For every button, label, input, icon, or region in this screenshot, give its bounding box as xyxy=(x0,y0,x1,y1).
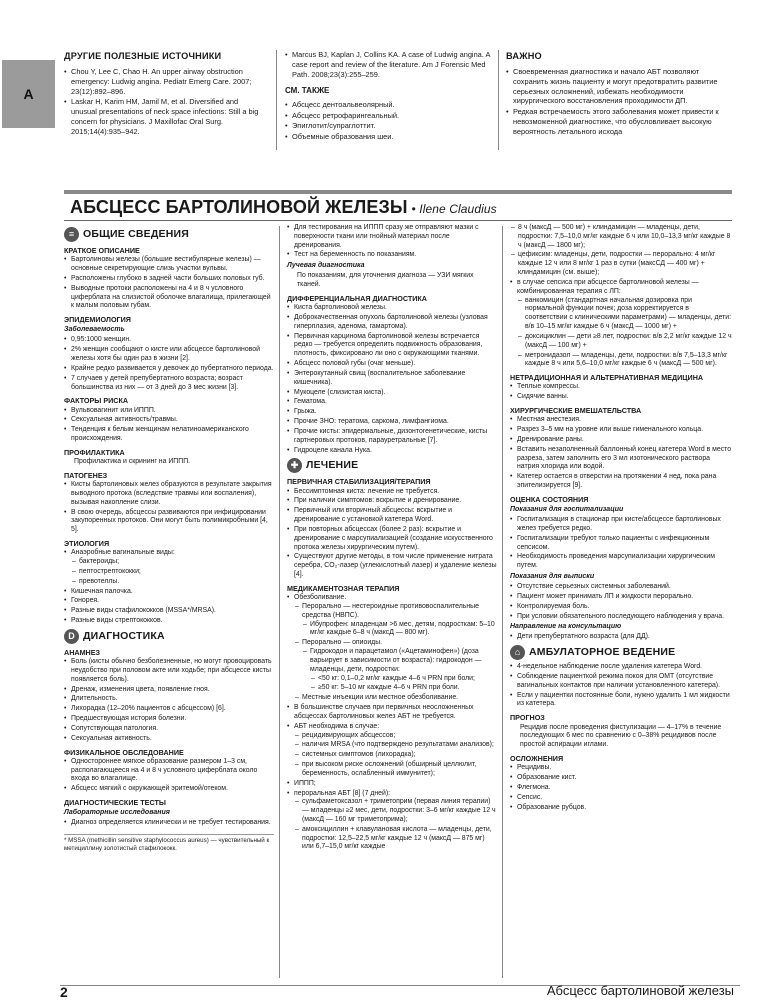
subheading: ФИЗИКАЛЬНОЕ ОБСЛЕДОВАНИЕ xyxy=(64,747,184,757)
list-item: • Предшествующая история болезни. xyxy=(71,715,274,724)
list-item: – Местные инъекции или местное обезболивание. xyxy=(302,694,497,703)
subheading: ОЦЕНКА СОСТОЯНИЯ xyxy=(510,494,589,504)
list-item: • Расположены глубоко в задней части больших половых губ. xyxy=(71,275,274,284)
diagnostics-icon: D xyxy=(64,629,79,644)
list-item: • Абсцесс дентоальвеолярный. xyxy=(292,100,490,110)
list-item: • Лихорадка (12–20% пациентов с абсцессом) [6]. xyxy=(71,705,274,714)
subheading: ПРОФИЛАКТИКА xyxy=(64,447,125,457)
physical-exam-list xyxy=(64,758,274,794)
consultation-list xyxy=(510,633,732,642)
complications-list xyxy=(510,764,732,812)
list-item: • Дренирование раны. xyxy=(517,436,732,445)
list-item: • Гидроцеле канала Нука. xyxy=(294,447,497,456)
dosage-list xyxy=(310,675,497,694)
list-item: • Дренаж, изменения цвета, появление гноя. xyxy=(71,686,274,695)
list-item: • Объемные образования шеи. xyxy=(292,132,490,142)
outpatient-icon: ⌂ xyxy=(510,645,525,660)
list-item: • Вульвовагинит или ИППП. xyxy=(71,407,274,416)
hospitalization-list xyxy=(510,516,732,571)
subheading: ОСЛОЖНЕНИЯ xyxy=(510,754,564,763)
list-item: – метронидазол — младенцы, дети, подростки: в/в 7,5–13,3 мг/кг каждые 8 ч или 5,6–10,0 мг/кг каждые 6 ч (максД — 500 мг). xyxy=(525,352,732,370)
subheading: ЭПИДЕМИОЛОГИЯ xyxy=(64,315,131,325)
section-title: ДИАГНОСТИКА xyxy=(83,629,165,642)
subheading-italic: Показания для госпитализации xyxy=(510,506,624,514)
list-item: • В большинстве случаев при первичных неосложненных абсцессах бартолиновых желез АБТ не требуется. xyxy=(294,704,497,722)
sources-heading: ДРУГИЕ ПОЛЕЗНЫЕ ИСТОЧНИКИ xyxy=(64,51,222,61)
epidemiology-list xyxy=(64,336,274,392)
subheading: ХИРУРГИЧЕСКИЕ ВМЕШАТЕЛЬСТВА xyxy=(510,406,642,416)
subheading: ПАТОГЕНЕЗ xyxy=(64,470,108,480)
section-header-general xyxy=(64,227,274,242)
list-item: • Соблюдение пациенткой режима покоя для ОМТ (отсутствие вагинальных контактов при наличии установленного катетера). xyxy=(517,673,732,691)
list-item: • Отсутствие серьезных системных заболеваний. xyxy=(517,583,732,592)
list-item: – превотеллы. xyxy=(79,578,274,587)
see-also-list xyxy=(285,100,490,142)
section-header-diagnostics xyxy=(64,629,274,644)
list-item: • Выводные протоки расположены на 4 и 8 ч условного циферблата на слизистой оболочке влагалища, прилегающей к малым половым губам. xyxy=(71,285,274,311)
sepsis-drugs xyxy=(517,297,732,370)
sources-list xyxy=(64,67,266,136)
list-item: • АБТ необходима в случае: – рецидивирующих абсцессов; – наличия MRSA (что подтверждено результатами анализов); – системных симптомов (лихорадка); – при высоком риске осложнений (обширный целлюлит, беременность, ослабленный иммунитет); xyxy=(294,723,497,779)
subheading: ДИАГНОСТИЧЕСКИЕ ТЕСТЫ xyxy=(64,798,166,808)
list-item: • Грыжа. xyxy=(294,408,497,417)
list-item: • При условии обязательного последующего наблюдения у врача. xyxy=(517,613,732,622)
list-item: – ванкомицин (стандартная начальная дозировка при нормальной функции почек; доза корректируется в соответствии с клиническими параметрами) — младенцы, дети: в/в 10–15 мг/кг каждые 6 ч (максД — 1000 мг) + xyxy=(525,297,732,332)
alternative-list xyxy=(510,383,732,402)
list-item: • Первичный или вторичный абсцессы: вскрытие и дренирование с установкой катетера Word. xyxy=(294,507,497,525)
list-item: • Прочие кисты: эпидермальные, дизонтогенетические, кисты гартнеровых протоков, парауретральные [7]. xyxy=(294,428,497,446)
list-item: • в случае сепсиса при абсцессе бартолиновой железы — комбинированная терапия с ЛП: – ванкомицин (стандартная начальная дозировка при нормальной функции почек; доза корректируется в соответствии с клиническими параметрами) — младенцы, дети: в/в 10–15 мг/кг каждые 6 ч (максД — 1000 мг) + – доксициклин — дети ≥8 лет, подростки: в/в 2,2 мг/кг каждые 12 ч (максД — 100 мг) + – метронидазол — младенцы, дети, подростки: в/в 7,5–13,3 мг/кг каждые 8 ч или 5,6–10,0 мг/кг каждые 6 ч (максД — 500 мг). xyxy=(517,279,732,369)
list-item: • Образование кист. xyxy=(517,774,732,783)
list-item: • Кисты бартолиновых желез образуются в результате закрытия выводного протока (вследствие травмы или воспаления), вызывая накопление слизи. xyxy=(71,481,274,507)
footnote: * MSSA (methicillin sensitive staphylococcus aureus) — чувствительный к метициллину золотистый стафилококк. xyxy=(64,834,274,853)
list-item: • Абсцесс мягкий с окружающей эритемой/отеком. xyxy=(71,785,274,794)
list-item: • Длительность. xyxy=(71,695,274,704)
list-item: – пептострептококки; xyxy=(79,568,274,577)
list-item: • Контролируемая боль. xyxy=(517,603,732,612)
list-item: • Существуют другие методы, в том числе применение нитрата серебра, CO₂-лазер (углекислотный лазер) и удаление железы [4]. xyxy=(294,553,497,579)
list-item: • В свою очередь, абсцессы развиваются при инфицировании закупоренных протоков. Они могут быть полимикробными [4, 5]. xyxy=(71,509,274,535)
list-item: • Теплые компрессы. xyxy=(517,383,732,392)
list-item: • Гематома. xyxy=(294,398,497,407)
subheading: ФАКТОРЫ РИСКА xyxy=(64,396,129,406)
column-divider xyxy=(498,50,499,150)
list-item: • Анаэробные вагинальные виды: – бактероиды; – пептострептококки; – превотеллы. xyxy=(71,549,274,586)
list-item: • Редкая встречаемость этого заболевания может привести к невозможенной диагностике, что обусловливает высокую вероятность летального исхода xyxy=(513,107,732,136)
list-item: • Для тестирования на ИППП сразу же отправляют мазки с поверхности ткани или гнойный материал после дренирования. xyxy=(294,224,497,250)
list-item: • Пациент может принимать ЛП и жидкости перорально. xyxy=(517,593,732,602)
list-item: • 4-недельное наблюдение после удаления катетера Word. xyxy=(517,663,732,672)
list-item: • Своевременная диагностика и начало АБТ позволяют сохранить жизнь пациенту и могут предотвратить развитие серьезных осложнений, избежать необходимости хирургического восстановления проходимости ДП. xyxy=(513,67,732,106)
outpatient-list xyxy=(510,663,732,709)
differential-list xyxy=(287,304,497,455)
list-item: • 0,95:1000 женщин. xyxy=(71,336,274,345)
medication-sublist xyxy=(294,603,497,703)
subheading-italic: Заболеваемость xyxy=(64,326,125,334)
list-item: • Сексуальная активность. xyxy=(71,735,274,744)
subheading-italic: Показания для выписки xyxy=(510,573,595,581)
list-item: • Гонорея. xyxy=(71,597,274,606)
subheading: МЕДИКАМЕНТОЗНАЯ ТЕРАПИЯ xyxy=(287,583,400,593)
list-item: – цефиксим: младенцы, дети, подростки — перорально: 4 мг/кг каждые 12 ч или 8 мг/кг 1 раз в сутки (максСД — 400 мг) + клиндамицин (см. выше); xyxy=(518,251,732,277)
etiology-list xyxy=(64,549,274,626)
subheading: ПЕРВИЧНАЯ СТАБИЛИЗАЦИЯ/ТЕРАПИЯ xyxy=(287,477,431,487)
list-item: – Ибупрофен: младенцам >6 мес, детям, подросткам: 5–10 мг/кг каждые 6–8 ч (максД — 800 мг). xyxy=(310,621,497,639)
list-item: • Тенденция к белым женщинам нелатиноамериканского происхождения. xyxy=(71,426,274,444)
brief-list xyxy=(64,256,274,311)
list-item: • пероральная АБТ [8] (7 дней): – сульфаметоксазол + триметоприм (первая линия терапии) — младенцы ≥2 мес, дети, подростки: 3–6 мг/кг каждые 12 ч (максД — 160 мг триметоприма); – амоксициллин + клавулановая кислота — младенцы, дети, подростки: 12,5–22,5 мг/кг каждые 12 ч (максД — 875 мг) или 6,7–15,0 мг/кг каждые xyxy=(294,790,497,853)
subheading-italic: Лучевая диагностика xyxy=(287,262,365,270)
title-underline xyxy=(64,220,732,221)
stabilization-list xyxy=(287,488,497,580)
pathogenesis-list xyxy=(64,481,274,535)
list-item: • Катетер остается в отверстии на протяжении 4 нед, пока рана эпителизируется [9]. xyxy=(517,473,732,491)
section-title: АМБУЛАТОРНОЕ ВЕДЕНИЕ xyxy=(529,645,676,658)
list-item: • 7 случаев у детей препубертатного возраста; возраст большинства из них — от 3 дней до 3 мес жизни [3]. xyxy=(71,375,274,393)
list-item: • Chou Y, Lee C, Chao H. An upper airway obstruction emergency: Ludwig angina. Pediatr Emerg Care. 2007; 23(12):892–896. xyxy=(71,67,266,96)
list-item: • Необходимость проведения марсупиализации хирургическим путем. xyxy=(517,553,732,571)
list-item: • Разные виды стрептококков. xyxy=(71,617,274,626)
list-item: • Мукоцеле (слизистая киста). xyxy=(294,389,497,398)
list-item: • Первичная карцинома бартолиновой железы встречается редко — требуется определить подвижность образования, плотность, фиксировано ли оно с окружающими тканями. xyxy=(294,333,497,359)
list-item: • Бессимптомная киста: лечение не требуется. xyxy=(294,488,497,497)
list-item: • Киста бартолиновой железы. xyxy=(294,304,497,313)
list-item: – Перорально — опиоиды. – Гидрокодон и парацетамол («Ацетаминофен») (доза варьирует в зависимости от возраста): гидрокодон — младенцы, дети, подростки: – <50 кг: 0,1–0,2 мг/кг каждые 4–6 ч PRN при боли; – ≥50 кг: 5–10 мг каждые 4–6 ч PRN при боли. xyxy=(302,639,497,693)
list-item: • Боль (кисты обычно безболезненные, но могут провоцировать неудобство при половом акте или ходьбе; при абсцессе кисты появляется боль). xyxy=(71,658,274,684)
list-item: – доксициклин — дети ≥8 лет, подростки: в/в 2,2 мг/кг каждые 12 ч (максД — 100 мг) + xyxy=(525,333,732,351)
sepsis-list xyxy=(510,279,732,369)
list-item: • Одностороннее мягкое образование размером 1–3 см, располагающееся на 4 и 8 ч условного циферблата около входа во влагалище. xyxy=(71,758,274,784)
top-column-sources xyxy=(64,50,266,138)
list-item: • Обезболивание. – Перорально — нестероидные противовоспалительные средства (НВПС). – Ибупрофен: младенцам >6 мес, детям, подросткам: 5–10 мг/кг каждые 6–8 ч (максД — 800 мг). – Перорально — опиоиды. – Гидрокодон и парацетамол («Ацетаминофен») (доза варьирует в зависимости от возраста): гидрокодон — младенцы, дети, подростки: – <50 кг: 0,1–0,2 мг/кг каждые 4–6 ч PRN при боли; – ≥50 кг: 5–10 мг каждые 4–6 ч PRN при боли. – Местные инъекции или местное обезболивание. xyxy=(294,594,497,703)
subheading-italic: Направление на консультацию xyxy=(510,623,622,631)
list-item: • Laskar H, Karim HM, Jamil M, et al. Diversified and unusual presentations of neck space infections: Still a big concern for physicians. J Maxillofac Oral Surg. 2015;14(4):935–942. xyxy=(71,97,266,136)
medication-list xyxy=(287,594,497,852)
paragraph: Рецидив после проведения фистулизации — 4–17% в течение последующих 6 мес по сравнению с 0–38% рецидивов после простой аспирации иглами. xyxy=(520,723,722,749)
subheading: ПРОГНОЗ xyxy=(510,713,545,723)
list-item: • 2% женщин сообщают о кисте или абсцессе бартолиновой железы хотя бы один раз в жизни [2]. xyxy=(71,346,274,364)
list-item: • Дети препубертатного возраста (для ДД). xyxy=(517,633,732,642)
list-item: • Marcus BJ, Kaplan J, Collins KA. A case of Ludwig angina. A case report and review of the literature. Am J Forensic Med Path. 2008;23(3):255–259. xyxy=(292,50,490,79)
article-title-text: АБСЦЕСС БАРТОЛИНОВОЙ ЖЕЛЕЗЫ xyxy=(70,197,408,217)
subheading: ДИФФЕРЕНЦИАЛЬНАЯ ДИАГНОСТИКА xyxy=(287,293,427,303)
medication-subsublist xyxy=(302,621,497,639)
article-title xyxy=(70,197,497,218)
alphabet-tab: A xyxy=(2,60,55,128)
column-divider xyxy=(502,226,503,978)
list-item: • Госпитализация в стационар при кисте/абсцессе бартолиновых желез требуется редко. xyxy=(517,516,732,534)
anamnesis-list xyxy=(64,658,274,743)
list-item: • Сопутствующая патология. xyxy=(71,725,274,734)
list-item: • При наличии симптомов: вскрытие и дренирование. xyxy=(294,497,497,506)
list-item: • Разрез 3–5 мм на уровне или выше гименального кольца. xyxy=(517,426,732,435)
risk-list xyxy=(64,407,274,444)
list-item: – системных симптомов (лихорадка); xyxy=(302,751,497,760)
sources-list-cont xyxy=(285,50,490,79)
column-divider xyxy=(276,50,277,150)
list-item: • Образование рубцов. xyxy=(517,804,732,813)
subheading: АНАМНЕЗ xyxy=(64,647,101,657)
list-item: • Сепсис. xyxy=(517,794,732,803)
section-title: ЛЕЧЕНИЕ xyxy=(306,459,359,472)
list-item: • Разные виды стафилококков (MSSA*/MRSA). xyxy=(71,607,274,616)
list-item: • Диагноз определяется клинически и не требует тестирования. xyxy=(71,819,274,828)
section-header-treatment xyxy=(287,458,497,473)
important-heading: ВАЖНО xyxy=(506,51,542,61)
subheading: ЭТИОЛОГИЯ xyxy=(64,539,110,549)
list-item: – ≥50 кг: 5–10 мг каждые 4–6 ч PRN при боли. xyxy=(318,684,497,693)
list-item: • Крайне редко развивается у девочек до пубертатного периода. xyxy=(71,365,274,374)
list-item: • Доброкачественная опухоль бартолиновой железы (узловая гиперплазия, аденома, гамартома). xyxy=(294,314,497,332)
section-header-outpatient xyxy=(510,645,732,660)
discharge-list xyxy=(510,583,732,621)
list-item: • Прочие ЗНО: тератома, саркома, лимфангиома. xyxy=(294,418,497,427)
list-item: • Если у пациентки постоянные боли, нужно удалить 1 мл жидкости из катетера. xyxy=(517,692,732,710)
list-item: • Вставить незаполненный баллонный конец катетера Word в место разреза, затем заполнить его 3 мл изотонического раствора натрия хлорида или водой. xyxy=(517,446,732,472)
surgery-list xyxy=(510,416,732,491)
list-item: • Кишечная палочка. xyxy=(71,588,274,597)
list-item: – <50 кг: 0,1–0,2 мг/кг каждые 4–6 ч PRN при боли; xyxy=(318,675,497,684)
tests-list xyxy=(64,819,274,828)
list-item: • Флегмона. xyxy=(517,784,732,793)
column-1 xyxy=(64,224,274,853)
list-item: – Гидрокодон и парацетамол («Ацетаминофен») (доза варьирует в зависимости от возраста): гидрокодон — младенцы, дети, подростки: – <50 кг: 0,1–0,2 мг/кг каждые 4–6 ч PRN при боли; – ≥50 кг: 5–10 мг каждые 4–6 ч PRN при боли. xyxy=(310,648,497,693)
column-2 xyxy=(287,224,497,853)
list-item: • Сексуальная активность/травмы. xyxy=(71,416,274,425)
list-item: – амоксициллин + клавулановая кислота — младенцы, дети, подростки: 12,5–22,5 мг/кг каждые 12 ч (максД — 875 мг) или 6,7–15,0 мг/кг каждые xyxy=(302,826,497,852)
list-item: • Абсцесс ретрофарингеальный. xyxy=(292,111,490,121)
title-rule xyxy=(64,190,732,194)
see-also-heading: СМ. ТАКЖЕ xyxy=(285,86,330,96)
treatment-icon: ✚ xyxy=(287,458,302,473)
list-item: – бактероиды; xyxy=(79,558,274,567)
list-item: – 8 ч (максД — 500 мг) + клиндамицин — младенцы, дети, подростки: 7,5–10,0 мг/кг каждые 6 ч или 10,0–13,3 мг/кг каждые 8 ч (максД — 1800 мг); xyxy=(518,224,732,250)
tests-list-cont xyxy=(287,224,497,260)
running-title: Абсцесс бартолиновой железы xyxy=(546,983,734,998)
list-item: – рецидивирующих абсцессов; xyxy=(302,732,497,741)
important-list xyxy=(506,67,732,136)
etiology-sublist xyxy=(71,558,274,586)
list-item: • ИППП; xyxy=(294,780,497,789)
list-item: • Сидячие ванны. xyxy=(517,393,732,402)
subheading: КРАТКОЕ ОПИСАНИЕ xyxy=(64,246,140,255)
list-item: • Госпитализации требуют только пациенты с инфекционным сепсисом. xyxy=(517,535,732,553)
article-author: • Ilene Claudius xyxy=(411,202,497,216)
list-item: – наличия MRSA (что подтверждено результатами анализов); xyxy=(302,741,497,750)
list-item: • При повторных абсцессах (более 2 раз): вскрытие и дренирование с марсупиализацией (создание искусственного протока железы хирургическим путем). xyxy=(294,526,497,552)
list-item: – сульфаметоксазол + триметоприм (первая линия терапии) — младенцы ≥2 мес, дети, подростки: 3–6 мг/кг каждые 12 ч (максД — 160 мг триметоприма); xyxy=(302,798,497,824)
oral-abt-list xyxy=(294,798,497,852)
subheading-italic: Лабораторные исследования xyxy=(64,809,170,817)
section-title: ОБЩИЕ СВЕДЕНИЯ xyxy=(83,227,190,240)
column-3 xyxy=(510,224,732,813)
list-item: • Бартолиновы железы (большие вестибулярные железы) — основные секретирующие слизь участки вульвы. xyxy=(71,256,274,274)
list-item: • Энтерокутанный свищ (воспалительное заболевание кишечника). xyxy=(294,370,497,388)
page-number: 2 xyxy=(60,984,68,1000)
subheading: НЕТРАДИЦИОННАЯ И АЛЬТЕРНАТИВНАЯ МЕДИЦИНА xyxy=(510,373,704,383)
general-info-icon: ≡ xyxy=(64,227,79,242)
list-item: – Перорально — нестероидные противовоспалительные средства (НВПС). – Ибупрофен: младенцам >6 мес, детям, подросткам: 5–10 мг/кг каждые 6–8 ч (максД — 800 мг). xyxy=(302,603,497,638)
abt-indications xyxy=(294,732,497,779)
list-item: • Тест на беременность по показаниям. xyxy=(294,251,497,260)
medication-subsublist xyxy=(302,648,497,693)
top-column-important xyxy=(506,50,732,138)
paragraph: Профилактика и скрининг на ИППП. xyxy=(74,458,191,466)
column-divider xyxy=(279,226,280,978)
list-item: – при высоком риске осложнений (обширный целлюлит, беременность, ослабленный иммунитет); xyxy=(302,761,497,779)
oral-abt-list-cont xyxy=(510,224,732,278)
list-item: • Рецидивы. xyxy=(517,764,732,773)
list-item: • Абсцесс половой губы (очаг меньше). xyxy=(294,360,497,369)
top-column-see-also xyxy=(285,50,490,143)
list-item: • Эпиглотит/супраглоттит. xyxy=(292,121,490,131)
paragraph: По показаниям, для уточнения диагноза — УЗИ мягких тканей. xyxy=(297,272,474,289)
list-item: • Местная анестезия. xyxy=(517,416,732,425)
